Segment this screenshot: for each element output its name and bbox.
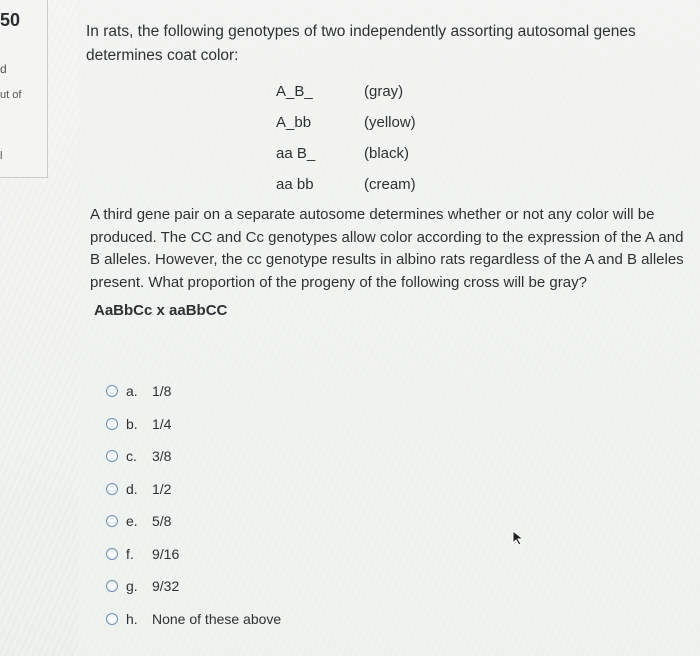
option-letter: f. bbox=[126, 545, 134, 562]
option-letter: g. bbox=[126, 578, 138, 595]
genotype-color: (gray) bbox=[364, 83, 404, 100]
radio-button[interactable] bbox=[106, 418, 118, 430]
question-info-panel bbox=[0, 0, 48, 178]
answer-option-e[interactable] bbox=[106, 505, 281, 538]
genotype-row bbox=[276, 76, 444, 107]
option-text: 9/16 bbox=[152, 545, 180, 562]
answer-option-h[interactable] bbox=[106, 603, 281, 636]
radio-button[interactable] bbox=[106, 515, 118, 527]
question-number: 50 bbox=[0, 10, 21, 30]
radio-button[interactable] bbox=[106, 580, 118, 592]
answer-option-a[interactable] bbox=[106, 375, 281, 408]
genotype-table bbox=[276, 76, 444, 200]
radio-button[interactable] bbox=[106, 548, 118, 560]
radio-button[interactable] bbox=[106, 385, 118, 397]
option-text: None of these above bbox=[152, 610, 282, 627]
answer-option-b[interactable] bbox=[106, 408, 281, 441]
genotype-color: (cream) bbox=[364, 176, 416, 193]
option-letter: h. bbox=[126, 610, 138, 627]
cross-formula: AaBbCc x aaBbCC bbox=[94, 302, 228, 319]
answer-option-g[interactable] bbox=[106, 570, 281, 603]
option-text: 1/8 bbox=[152, 383, 172, 400]
question-intro: In rats, the following genotypes of two independently assorting autosomal genes determines coat color: bbox=[86, 23, 636, 64]
radio-button[interactable] bbox=[106, 613, 118, 625]
genotype-code: A_B_ bbox=[276, 83, 313, 100]
genotype-code: aa B_ bbox=[276, 145, 316, 162]
option-text: 1/4 bbox=[152, 415, 172, 432]
radio-button[interactable] bbox=[106, 483, 118, 495]
answer-option-c[interactable] bbox=[106, 440, 281, 473]
genotype-code: A_bb bbox=[276, 114, 312, 131]
genotype-color: (black) bbox=[364, 145, 410, 162]
answer-option-f[interactable] bbox=[106, 538, 281, 571]
question-content bbox=[78, 0, 700, 656]
option-text: 9/32 bbox=[152, 578, 180, 595]
option-letter: c. bbox=[126, 448, 137, 465]
option-letter: b. bbox=[126, 415, 138, 432]
genotype-row bbox=[276, 107, 444, 138]
option-text: 3/8 bbox=[152, 448, 172, 465]
option-text: 1/2 bbox=[152, 480, 172, 497]
option-letter: a. bbox=[126, 383, 138, 400]
answer-option-d[interactable] bbox=[106, 473, 281, 506]
question-description: A third gene pair on a separate autosome determines whether or not any color will be produced. The CC and Cc genotypes allow color according to the expression of the A and B alleles. However, the cc genotype results in albino rats regardless of the A and B alleles present. What proportion of the progeny of the following cross will be gray? bbox=[90, 206, 684, 291]
flag-question[interactable]: l bbox=[0, 150, 3, 162]
option-text: 5/8 bbox=[152, 513, 172, 530]
answer-options bbox=[106, 375, 281, 635]
mouse-cursor-icon bbox=[512, 530, 526, 546]
option-letter: e. bbox=[126, 513, 138, 530]
option-letter: d. bbox=[126, 480, 138, 497]
genotype-code: aa bb bbox=[276, 176, 314, 193]
question-marks: ut of bbox=[0, 89, 22, 101]
radio-button[interactable] bbox=[106, 450, 118, 462]
genotype-row bbox=[276, 169, 444, 200]
genotype-color: (yellow) bbox=[364, 114, 416, 131]
genotype-row bbox=[276, 138, 444, 169]
question-status: d bbox=[0, 62, 7, 76]
